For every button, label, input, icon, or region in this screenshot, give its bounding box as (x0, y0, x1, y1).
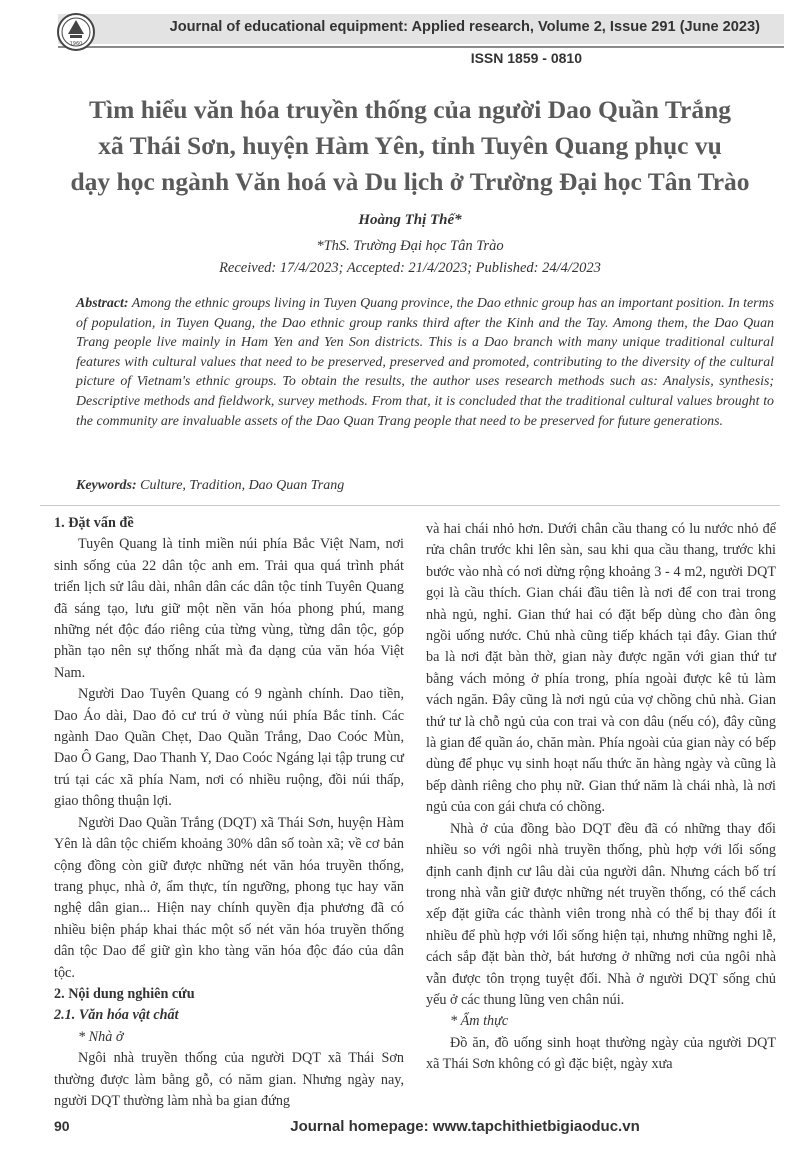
abstract-label: Abstract: (76, 296, 129, 311)
article-title (40, 92, 780, 200)
section-heading-2: 2. Nội dung nghiên cứu (54, 985, 195, 1002)
paragraph: Đồ ăn, đồ uống sinh hoạt thường ngày của người DQT xã Thái Sơn không có gì đặc biệt, ngày xưa (426, 1034, 776, 1073)
paragraph: và hai chái nhỏ hơn. Dưới chân cầu thang có lu nước nhỏ để rửa chân trước khi lên sàn, sau khi qua cầu thang, trước khi bước vào nhà có nơi dừng rộng khoảng 3 - 4 m2, người DQT gọi là cầu thích. Gian chái đầu tiên là nơi để con trai trong nhà ngủ, nghỉ. Gian thứ hai có đặt bếp dùng cho đàn ông ngồi uống nước. Chủ nhà cũng tiếp khách tại đây. Gian thứ ba là nơi đặt bàn thờ, gian này được ngăn với gian thứ tư bằng vách mỏng ở phía trong, phía ngoài được kê tủ làm vách ngăn. Đây cũng là nơi ngủ của vợ chồng chủ nhà. Gian thứ tư là chỗ ngủ của con trai và con dâu (nếu có), đây cũng là gian để quần áo, chăn màn. Phía ngoài của gian này có bếp dùng để phục vụ sinh hoạt nấu thức ăn hàng ngày và cũng là bếp dành riêng cho phụ nữ. Gian thứ năm là chái nhà, là nơi ngủ của con gái chưa có chồng. (426, 521, 776, 816)
paragraph: Ngôi nhà truyền thống của người DQT xã Thái Sơn thường được làm bằng gỗ, có năm gian. Nhưng ngày nay, người DQT thường làm nhà ba gian đứng (54, 1050, 404, 1109)
subsection-heading-2-1: 2.1. Văn hóa vật chất (54, 1007, 179, 1024)
issn: ISSN 1859 - 0810 (470, 50, 582, 66)
journal-citation: Journal of educational equipment: Applied research, Volume 2, Issue 291 (June 2023) (169, 19, 760, 35)
title-line-2: xã Thái Sơn, huyện Hàm Yên, tỉnh Tuyên Quang phục vụ (98, 131, 722, 160)
keywords-label: Keywords: (76, 478, 137, 493)
article-dates: Received: 17/4/2023; Accepted: 21/4/2023; Published: 24/4/2023 (219, 260, 601, 276)
paragraph: Tuyên Quang là tỉnh miền núi phía Bắc Việt Nam, nơi sinh sống của 22 dân tộc anh em. Trải qua quá trình phát triển lịch sử lâu dài, nhân dân các dân tộc tỉnh Tuyên Quang đã sáng tạo, lưu giữ một nền văn hóa phong phú, mang những nét độc đáo riêng của từng vùng, từng dân tộc, góp phần tạo nên sự thống nhất mà đa dạng của văn hóa Việt Nam. (54, 536, 404, 681)
page-number: 90 (54, 1118, 70, 1134)
section-divider (40, 505, 780, 506)
keywords (76, 478, 774, 494)
logo-year: 1960 (69, 41, 83, 47)
subtopic-cuisine: * Ẩm thực (450, 1013, 509, 1030)
paragraph: Người Dao Quần Trắng (DQT) xã Thái Sơn, huyện Hàm Yên là dân tộc chiếm khoảng 30% dân số toàn xã; về cơ bản cộng đồng còn giữ được những nét văn hóa truyền thống, trang phục, nhà ở, ẩm thực, tín ngưỡng, phong tục hay văn nghệ dân gian... Hiện nay chính quyền địa phương đã có nhiều biện pháp khai thác một số nét văn hóa truyền thống dân tộc Dao để giữ gìn kho tàng văn hóa độc đáo của dân tộc. (54, 814, 404, 981)
paragraph: Người Dao Tuyên Quang có 9 ngành chính. Dao tiền, Dao Áo dài, Dao đỏ cư trú ở vùng núi phía Bắc tỉnh. Các ngành Dao Quần Chẹt, Dao Quần Trắng, Dao Coóc Mùn, Dao Ô Gang, Dao Thanh Y, Dao Coóc Ngáng lại tập trung cư trú tại các xã phía Nam, nơi có nhiều ruộng, đồi núi thấp, giao thông thuận lợi. (54, 686, 404, 810)
right-column (426, 519, 776, 1076)
title-line-3: dạy học ngành Văn hoá và Du lịch ở Trường Đại học Tân Trào (70, 167, 750, 196)
author-affiliation: *ThS. Trường Đại học Tân Trào (316, 238, 504, 254)
left-column (54, 513, 404, 1112)
title-line-1: Tìm hiểu văn hóa truyền thống của người Dao Quần Trắng (88, 95, 732, 124)
paragraph: Nhà ở của đồng bào DQT đều đã có những thay đổi nhiều so với ngôi nhà truyền thống, phù hợp với lối sống định canh định cư lâu dài của người dân. Nhưng cách bố trí trong nhà vẫn giữ được những nét truyền thống, có thể cách xếp đặt giữa các thành viên trong nhà có thể bị thay đổi ít nhiều để phù hợp với lối sống hiện tại, nhưng những nghi lễ, cách sắp đặt bàn thờ, bát hương ở những nơi của ngôi nhà vẫn được tôn trọng tuyệt đối. Nhà ở người DQT sống chủ yếu ở các thung lũng ven chân núi. (426, 820, 776, 1008)
subtopic-housing: * Nhà ở (78, 1028, 124, 1045)
abstract-text: Among the ethnic groups living in Tuyen Quang province, the Dao ethnic group has an important position. In terms of population, in Tuyen Quang, the Dao ethnic group ranks third after the Kinh and the Tay. Among them, the Dao Quan Trang people live mainly in Ham Yen and Yen Son districts. This is a Dao branch with many unique traditional cultural features with cultural values that need to be preserved, preserved and promoted, contributing to the diversity of the cultural picture of Vietnam's ethnic groups. To obtain the results, the author uses research methods such as: Analysis, synthesis; Descriptive methods and fieldwork, survey methods. From that, it is concluded that the traditional cultural values brought to the community are invaluable assets of the Dao Quan Trang people that need to be preserved for future generations. (76, 296, 774, 429)
header-rule (58, 46, 784, 48)
abstract (76, 294, 774, 431)
journal-homepage: Journal homepage: www.tapchithietbigiaoduc.vn (290, 1118, 640, 1135)
section-heading-1: 1. Đặt vấn đề (54, 515, 134, 531)
author-name: Hoàng Thị Thế* (358, 212, 462, 228)
keywords-text: Culture, Tradition, Dao Quan Trang (140, 478, 345, 493)
